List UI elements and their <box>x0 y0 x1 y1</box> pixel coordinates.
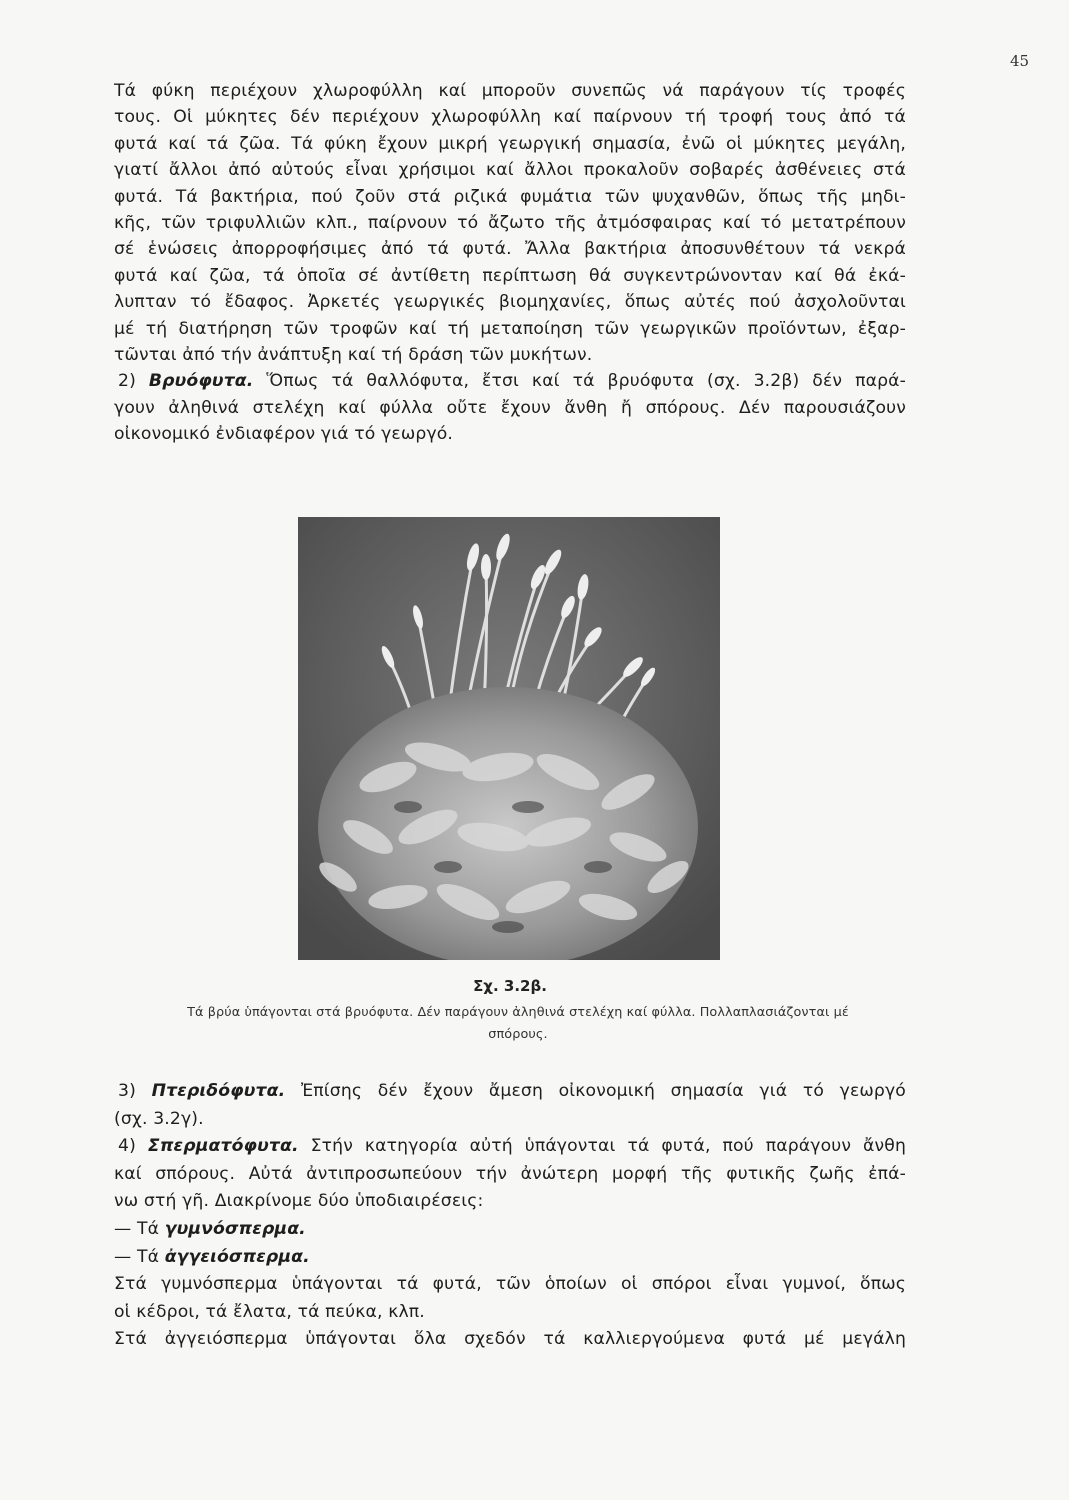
text-line: Στά γυμνόσπερμα ὑπάγονται τά φυτά, τῶν ὁποίων οἱ σπόροι εἶναι γυμνοί, ὅπως <box>114 1274 906 1295</box>
text-line: γουν ἀληθινά στελέχη καί φύλλα οὔτε ἔχουν ἄνθη ἤ σπόρους. Δέν παρουσιάζουν <box>114 397 906 418</box>
sub-item-angiosperms <box>114 1244 906 1272</box>
item-number: 3) <box>118 1081 136 1101</box>
text-line: φυτά. Τά βακτήρια, πού ζοῦν στά ριζικά φυμάτια τῶν ψυχανθῶν, ὅπως τῆς μηδι- <box>114 186 906 207</box>
text-line: φυτά καί τά ζῶα. Τά φύκη ἔχουν μικρή γεωργική σημασία, ἐνῶ οἱ μύκητες μεγάλη, <box>114 133 906 154</box>
figure-caption <box>118 1002 918 1046</box>
item-text: Ὅπως τά θαλλόφυτα, ἔτσι καί τά βρυόφυτα (σχ. 3.2β) δέν παρά- <box>266 371 906 392</box>
text-line: (σχ. 3.2γ). <box>114 1108 204 1129</box>
item-bryophyta-line <box>114 368 906 394</box>
text-line: Στά ἀγγειόσπερμα ὑπάγονται ὅλα σχεδόν τά καλλιεργούμενα φυτά μέ μεγάλη <box>114 1329 906 1350</box>
text-line: Τά φύκη περιέχουν χλωροφύλλη καί μποροῦν συνεπῶς νά παράγουν τίς τροφές <box>114 81 906 101</box>
text-line: οἰκονομικό ἐνδιαφέρον γιά τό γεωργό. <box>114 424 454 445</box>
figure-label: Σχ. 3.2β. <box>473 977 547 995</box>
item-pteridophyta-line <box>114 1078 906 1106</box>
item-spermatophyta-line <box>114 1133 906 1161</box>
sub-item-prefix: — Τά <box>114 1218 160 1239</box>
text-line: φυτά καί ζῶα, τά ὁποῖα σέ ἀντίθετη περίπτωση θά συγκεντρώνονταν καί θά ἐκά- <box>114 265 906 286</box>
sub-item-prefix: — Τά <box>114 1246 160 1267</box>
text-line: τῶνται ἀπό τήν ἀνάπτυξη καί τή δράση τῶν μυκήτων. <box>114 344 593 365</box>
page-number: 45 <box>1010 52 1030 70</box>
term-pteridophyta: Πτεριδόφυτα. <box>151 1081 286 1101</box>
item-text: Ἐπίσης δέν ἔχουν ἄμεση οἰκονομική σημασία γιά τό γεωργό <box>300 1081 906 1101</box>
text-line: οἱ κέδροι, τά ἔλατα, τά πεύκα, κλπ. <box>114 1301 425 1322</box>
term-gymnosperms: γυμνόσπερμα. <box>164 1218 306 1239</box>
moss-illustration <box>298 517 720 960</box>
text-line: σέ ἑνώσεις ἀπορροφήσιμες ἀπό τά φυτά. Ἄλλα βακτήρια ἀποσυνθέτουν τά νεκρά <box>114 239 906 260</box>
text-line: τους. Οἱ μύκητες δέν περιέχουν χλωροφύλλη καί παίρνουν τή τροφή τους ἀπό τά <box>114 107 906 128</box>
text-line: γιατί ἄλλοι ἀπό αὐτούς εἶναι χρήσιμοι καί ἄλλοι προκαλοῦν σοβαρές ἀσθένειες στά <box>114 160 906 181</box>
term-spermatophyta: Σπερματόφυτα. <box>147 1136 299 1157</box>
term-angiosperms: ἀγγειόσπερμα. <box>164 1246 310 1267</box>
intro-text-block <box>114 78 906 447</box>
moss-photo <box>298 517 720 960</box>
text-line: μέ τή διατήρηση τῶν τροφῶν καί τή μεταποίηση τῶν γεωργικῶν προϊόντων, ἐξαρ- <box>114 318 906 339</box>
term-bryophyta: Βρυόφυτα. <box>148 371 254 392</box>
main-text-block <box>114 1078 906 1354</box>
caption-line: σπόρους. <box>488 1027 548 1042</box>
text-line: λυπταν τό ἔδαφος. Ἀρκετές γεωργικές βιομηχανίες, ὅπως αὐτές πού ἀσχολοῦνται <box>114 292 906 313</box>
item-text: Στήν κατηγορία αὐτή ὑπάγονται τά φυτά, πού παράγουν ἄνθη <box>310 1136 906 1157</box>
text-line: καί σπόρους. Αὐτά ἀντιπροσωπεύουν τήν ἀνώτερη μορφή τῆς φυτικῆς ζωῆς ἐπά- <box>114 1163 906 1184</box>
item-number: 2) <box>118 371 136 392</box>
sub-item-gymnosperms <box>114 1216 906 1244</box>
text-line: νω στή γῆ. Διακρίνομε δύο ὑποδιαιρέσεις: <box>114 1191 484 1212</box>
text-line: κῆς, τῶν τριφυλλιῶν κλπ., παίρνουν τό ἄζωτο τῆς ἀτμόσφαιρας καί τό μετατρέπουν <box>114 212 906 233</box>
item-number: 4) <box>118 1136 136 1157</box>
caption-line: Τά βρύα ὑπάγονται στά βρυόφυτα. Δέν παράγουν ἀληθινά στελέχη καί φύλλα. Πολλαπλασιάζονται μέ <box>187 1005 849 1020</box>
